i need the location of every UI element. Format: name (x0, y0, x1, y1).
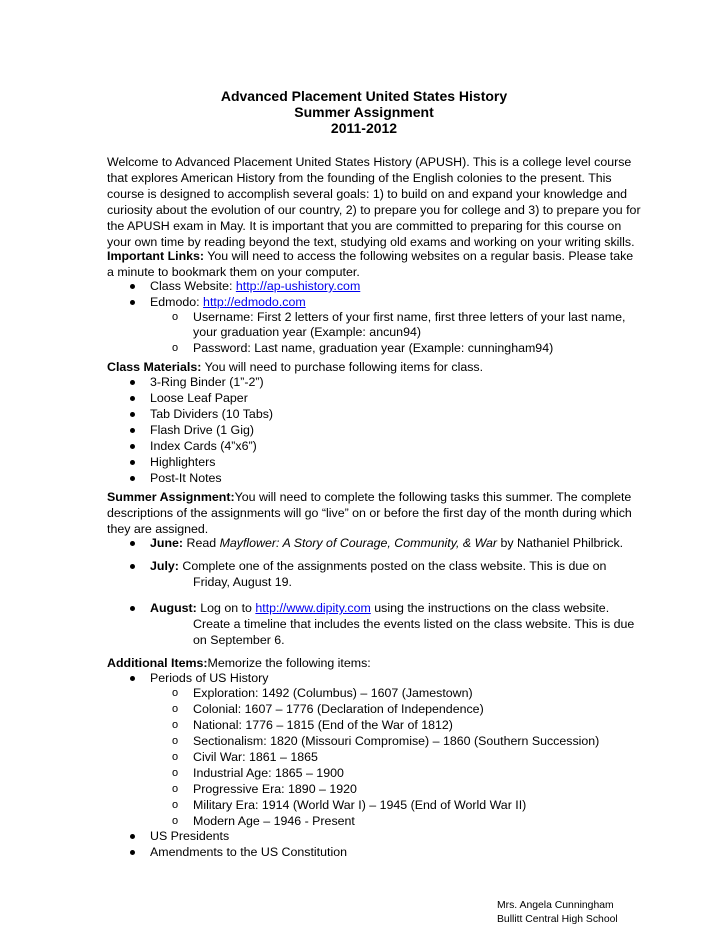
july-text: Complete one of the assignments posted on the class website. This is due on (178, 559, 607, 573)
filled-bullet-icon (130, 412, 135, 417)
list-item: Highlighters (150, 455, 216, 469)
filled-bullet-icon (130, 380, 135, 385)
list-item: Flash Drive (1 Gig) (150, 423, 254, 437)
summer-text-line2: descriptions of the assignments will go “live” on or before the first day of the month during which (107, 506, 632, 520)
hollow-circle-bullet-icon: o (172, 735, 179, 747)
july-task (150, 558, 606, 574)
additional-paragraph (107, 655, 371, 671)
title-line-1: Advanced Placement United States History (220, 88, 508, 104)
hollow-circle-bullet-icon: o (172, 687, 179, 699)
filled-bullet-icon (130, 606, 135, 611)
class-website-item (150, 278, 360, 294)
list-item: Loose Leaf Paper (150, 391, 248, 405)
period-item: Exploration: 1492 (Columbus) – 1607 (Jamestown) (193, 686, 473, 700)
period-item: Sectionalism: 1820 (Missouri Compromise) – 1860 (Southern Succession) (193, 734, 600, 748)
august-text-line3: on September 6. (193, 633, 285, 647)
intro-line: course is designed to accomplish several goals: 1) to build on and expand your knowledge and (107, 187, 628, 201)
additional-heading: Additional Items: (107, 656, 208, 670)
list-item: Index Cards (4”x6”) (150, 439, 257, 453)
title-line-3: 2011-2012 (330, 120, 398, 136)
period-item: Progressive Era: 1890 – 1920 (193, 782, 357, 796)
intro-line: the APUSH exam in May. It is important that you are committed to preparing for this course on (107, 219, 622, 233)
username-instruction-cont: your graduation year (Example: ancun94) (193, 325, 421, 339)
august-text-line2: Create a timeline that includes the events listed on the class website. This is due (193, 617, 635, 631)
period-item: National: 1776 – 1815 (End of the War of 1812) (193, 718, 453, 732)
august-label: August: (150, 601, 197, 615)
filled-bullet-icon (130, 834, 135, 839)
period-item: Military Era: 1914 (World War I) – 1945 (End of World War II) (193, 798, 527, 812)
august-task (150, 600, 609, 616)
presidents-item: US Presidents (150, 829, 230, 843)
intro-line: curiosity about the evolution of our country, 2) to prepare you for college and 3) to prepare you for (107, 203, 641, 217)
intro-line: that explores American History from the founding of the English colonies to the present. This (107, 171, 612, 185)
title-line-2: Summer Assignment (294, 104, 434, 120)
hollow-circle-bullet-icon: o (172, 815, 179, 827)
summer-paragraph (107, 489, 631, 505)
materials-heading: Class Materials: (107, 360, 202, 374)
june-text: Read (183, 536, 220, 550)
materials-paragraph (107, 359, 483, 375)
intro-line: Welcome to Advanced Placement United States History (APUSH). This is a college level course (107, 155, 632, 169)
filled-bullet-icon (130, 300, 135, 305)
teacher-name: Mrs. Angela Cunningham (497, 900, 614, 911)
filled-bullet-icon (130, 460, 135, 465)
links-paragraph (107, 248, 633, 264)
amendments-item: Amendments to the US Constitution (150, 845, 347, 859)
links-heading: Important Links: (107, 249, 205, 263)
links-text-line2: a minute to bookmark them on your computer. (107, 265, 360, 279)
filled-bullet-icon (130, 541, 135, 546)
period-item: Industrial Age: 1865 – 1900 (193, 766, 344, 780)
intro-line: your own time by reading beyond the text, studying old exams and working on your writing skills. (107, 235, 635, 249)
august-text: Log on to (196, 601, 256, 615)
hollow-circle-bullet-icon: o (172, 767, 179, 779)
filled-bullet-icon (130, 850, 135, 855)
links-text: You will need to access the following websites on a regular basis. Please take (204, 249, 634, 263)
period-item: Modern Age – 1946 - Present (193, 814, 355, 828)
materials-text: You will need to purchase following items for class. (201, 360, 484, 374)
hollow-circle-bullet-icon: o (172, 783, 179, 795)
list-item: 3-Ring Binder (1”-2”) (150, 375, 264, 389)
list-item: Post-It Notes (150, 471, 222, 485)
summer-text-line3: they are assigned. (107, 522, 209, 536)
june-author: by Nathaniel Philbrick. (497, 536, 624, 550)
hollow-circle-bullet-icon: o (172, 799, 179, 811)
july-text-line2: Friday, August 19. (193, 575, 292, 589)
filled-bullet-icon (130, 396, 135, 401)
hollow-circle-bullet-icon: o (172, 703, 179, 715)
edmodo-label: Edmodo: (150, 295, 204, 309)
username-instruction: Username: First 2 letters of your first name, first three letters of your last name, (193, 310, 626, 324)
class-website-link[interactable]: http://ap-ushistory.com (235, 279, 361, 293)
list-item: Tab Dividers (10 Tabs) (150, 407, 274, 421)
dipity-link[interactable]: http://www.dipity.com (255, 601, 371, 615)
filled-bullet-icon (130, 676, 135, 681)
edmodo-link[interactable]: http://edmodo.com (203, 295, 306, 309)
filled-bullet-icon (130, 428, 135, 433)
filled-bullet-icon (130, 444, 135, 449)
june-task (150, 535, 623, 551)
hollow-circle-bullet-icon: o (172, 751, 179, 763)
edmodo-item (150, 294, 306, 310)
summer-heading: Summer Assignment: (107, 490, 235, 504)
hollow-circle-bullet-icon: o (172, 311, 179, 323)
filled-bullet-icon (130, 564, 135, 569)
july-label: July: (150, 559, 179, 573)
password-instruction: Password: Last name, graduation year (Example: cunningham94) (193, 341, 554, 355)
school-name: Bullitt Central High School (497, 914, 618, 925)
summer-text: You will need to complete the following tasks this summer. The complete (234, 490, 632, 504)
august-text-cont: using the instructions on the class website. (370, 601, 610, 615)
june-book-title: Mayflower: A Story of Courage, Community, & War (219, 536, 498, 550)
hollow-circle-bullet-icon: o (172, 342, 179, 354)
june-label: June: (150, 536, 184, 550)
additional-text: Memorize the following items: (207, 656, 371, 670)
hollow-circle-bullet-icon: o (172, 719, 179, 731)
class-website-label: Class Website: (150, 279, 236, 293)
periods-label: Periods of US History (150, 671, 269, 685)
period-item: Civil War: 1861 – 1865 (193, 750, 318, 764)
period-item: Colonial: 1607 – 1776 (Declaration of Independence) (193, 702, 484, 716)
filled-bullet-icon (130, 284, 135, 289)
filled-bullet-icon (130, 476, 135, 481)
